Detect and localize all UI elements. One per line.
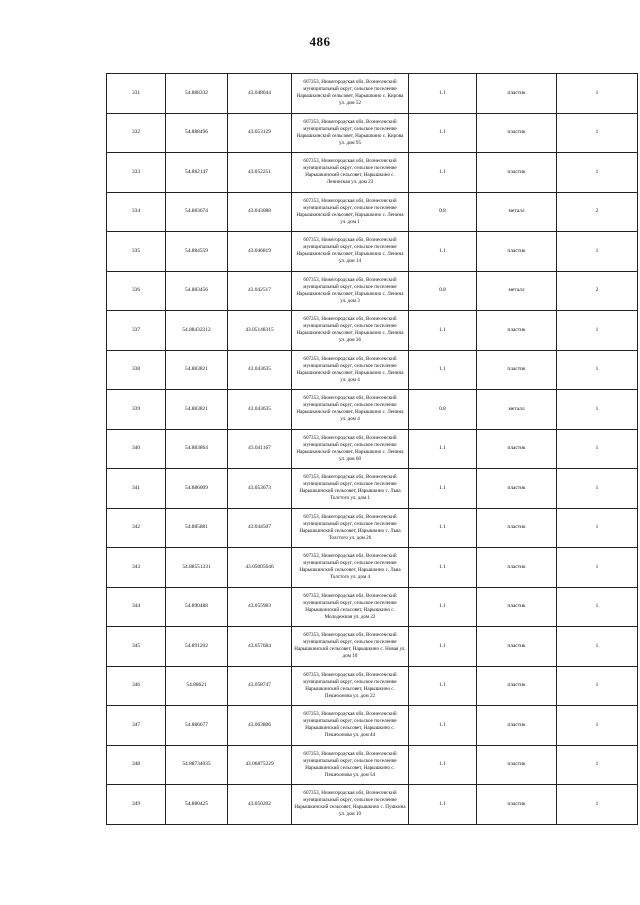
material-cell: пластик bbox=[477, 745, 557, 785]
material-cell: пластик bbox=[477, 469, 557, 509]
latitude-cell: 54.885881 bbox=[166, 508, 228, 548]
material-cell: металл bbox=[477, 271, 557, 311]
container-volume-cell: 1.1 bbox=[409, 587, 477, 627]
container-count-cell: 1 bbox=[557, 627, 638, 667]
container-volume-cell: 1.1 bbox=[409, 508, 477, 548]
row-number-cell: 331 bbox=[107, 74, 166, 114]
latitude-cell: 54.883674 bbox=[166, 192, 228, 232]
longitude-cell: 43.052251 bbox=[228, 153, 292, 193]
address-cell: 607353, Нижегородская обл, Вознесенский муниципальный округ, сельское поселение Нарышкинский сельсовет, Нарышкино с. Пешехонова ул. дом 22 bbox=[292, 666, 409, 706]
longitude-cell: 43.053129 bbox=[228, 113, 292, 153]
container-volume-cell: 1.1 bbox=[409, 469, 477, 509]
longitude-cell: 43.050202 bbox=[228, 785, 292, 825]
latitude-cell: 54.883821 bbox=[166, 390, 228, 430]
row-number-cell: 338 bbox=[107, 350, 166, 390]
container-count-cell: 1 bbox=[557, 311, 638, 351]
longitude-cell: 43.057684 bbox=[228, 627, 292, 667]
address-cell: 607353, Нижегородская обл, Вознесенский муниципальный округ, сельское поселение Нарышкинский сельсовет, Нарышкино с. Ленина ул. дом 4 bbox=[292, 350, 409, 390]
container-count-cell: 1 bbox=[557, 587, 638, 627]
table-row bbox=[107, 390, 638, 430]
container-volume-cell: 1.1 bbox=[409, 311, 477, 351]
container-volume-cell: 1.1 bbox=[409, 350, 477, 390]
longitude-cell: 43.06875229 bbox=[228, 745, 292, 785]
longitude-cell: 43.043635 bbox=[228, 390, 292, 430]
table-row bbox=[107, 192, 638, 232]
container-volume-cell: 1.1 bbox=[409, 113, 477, 153]
latitude-cell: 54.888332 bbox=[166, 74, 228, 114]
latitude-cell: 54.88734035 bbox=[166, 745, 228, 785]
container-volume-cell: 0.8 bbox=[409, 271, 477, 311]
longitude-cell: 43.058747 bbox=[228, 666, 292, 706]
container-volume-cell: 1.1 bbox=[409, 153, 477, 193]
row-number-cell: 334 bbox=[107, 192, 166, 232]
address-cell: 607353, Нижегородская обл, Вознесенский муниципальный округ, сельское поселение Нарышкинский сельсовет, Нарышкино с. Льва Толстого ул. дом 4 bbox=[292, 548, 409, 588]
row-number-cell: 343 bbox=[107, 548, 166, 588]
container-volume-cell: 1.1 bbox=[409, 74, 477, 114]
latitude-cell: 54.891202 bbox=[166, 627, 228, 667]
material-cell: пластик bbox=[477, 706, 557, 746]
material-cell: металл bbox=[477, 192, 557, 232]
material-cell: пластик bbox=[477, 666, 557, 706]
container-count-cell: 1 bbox=[557, 706, 638, 746]
latitude-cell: 54.886677 bbox=[166, 706, 228, 746]
table-row bbox=[107, 74, 638, 114]
latitude-cell: 54.882147 bbox=[166, 153, 228, 193]
material-cell: пластик bbox=[477, 74, 557, 114]
address-cell: 607353, Нижегородская обл, Вознесенский муниципальный округ, сельское поселение Нарышкинский сельсовет, Нарышкино с. Новая ул. дом 10 bbox=[292, 627, 409, 667]
table-row bbox=[107, 350, 638, 390]
longitude-cell: 43.042517 bbox=[228, 271, 292, 311]
container-count-cell: 1 bbox=[557, 548, 638, 588]
container-volume-cell: 1.1 bbox=[409, 785, 477, 825]
material-cell: пластик bbox=[477, 508, 557, 548]
longitude-cell: 43.05148315 bbox=[228, 311, 292, 351]
table-row bbox=[107, 271, 638, 311]
row-number-cell: 346 bbox=[107, 666, 166, 706]
longitude-cell: 43.055983 bbox=[228, 587, 292, 627]
container-count-cell: 1 bbox=[557, 74, 638, 114]
row-number-cell: 336 bbox=[107, 271, 166, 311]
latitude-cell: 54.884559 bbox=[166, 232, 228, 272]
table-row bbox=[107, 548, 638, 588]
latitude-cell: 54.883864 bbox=[166, 429, 228, 469]
address-cell: 607353, Нижегородская обл, Вознесенский муниципальный округ, сельское поселение Нарышкинский сельсовет, Нарышкино с. Ленина ул. дом 14 bbox=[292, 232, 409, 272]
address-cell: 607353, Нижегородская обл, Вознесенский муниципальный округ, сельское поселение Нарышкинский сельсовет, Нарышкино с. Пешехонова ул. дом 54 bbox=[292, 745, 409, 785]
address-cell: 607353, Нижегородская обл, Вознесенский муниципальный округ, сельское поселение Нарышкинский сельсовет, Нарышкино с. Пешехонова ул. дом 44 bbox=[292, 706, 409, 746]
table-row bbox=[107, 469, 638, 509]
row-number-cell: 349 bbox=[107, 785, 166, 825]
latitude-cell: 54.88432312 bbox=[166, 311, 228, 351]
longitude-cell: 43.063806 bbox=[228, 706, 292, 746]
container-count-cell: 1 bbox=[557, 350, 638, 390]
container-volume-cell: 1.1 bbox=[409, 232, 477, 272]
container-count-cell: 1 bbox=[557, 469, 638, 509]
address-cell: 607353, Нижегородская обл, Вознесенский муниципальный округ, сельское поселение Нарышкинский сельсовет, Нарышкино с. Ленинская ул. дом 23 bbox=[292, 153, 409, 193]
latitude-cell: 54.883821 bbox=[166, 350, 228, 390]
longitude-cell: 43.044507 bbox=[228, 508, 292, 548]
material-cell: пластик bbox=[477, 548, 557, 588]
material-cell: пластик bbox=[477, 350, 557, 390]
address-cell: 607353, Нижегородская обл, Вознесенский муниципальный округ, сельское поселение Нарышкинский сельсовет, Нарышкино с. Льва Толстого ул. дом 26 bbox=[292, 508, 409, 548]
longitude-cell: 43.048044 bbox=[228, 74, 292, 114]
latitude-cell: 54.886009 bbox=[166, 469, 228, 509]
container-count-cell: 1 bbox=[557, 153, 638, 193]
container-count-cell: 1 bbox=[557, 785, 638, 825]
table-row bbox=[107, 785, 638, 825]
container-count-cell: 1 bbox=[557, 429, 638, 469]
container-count-cell: 1 bbox=[557, 390, 638, 430]
row-number-cell: 337 bbox=[107, 311, 166, 351]
row-number-cell: 333 bbox=[107, 153, 166, 193]
address-cell: 607353, Нижегородская обл, Вознесенский муниципальный округ, сельское поселение Нарышкинский сельсовет, Нарышкино с. Ленина ул. дом 1 bbox=[292, 192, 409, 232]
material-cell: пластик bbox=[477, 627, 557, 667]
address-cell: 607353, Нижегородская обл, Вознесенский муниципальный округ, сельское поселение Нарышкинский сельсовет, Нарышкино с. Ленина ул. дом 4 bbox=[292, 390, 409, 430]
container-volume-cell: 1.1 bbox=[409, 666, 477, 706]
table-row bbox=[107, 627, 638, 667]
table-row bbox=[107, 587, 638, 627]
longitude-cell: 43.05005646 bbox=[228, 548, 292, 588]
container-volume-cell: 1.1 bbox=[409, 429, 477, 469]
table-row bbox=[107, 153, 638, 193]
row-number-cell: 347 bbox=[107, 706, 166, 746]
container-volume-cell: 0.8 bbox=[409, 192, 477, 232]
longitude-cell: 43.053673 bbox=[228, 469, 292, 509]
latitude-cell: 54.883456 bbox=[166, 271, 228, 311]
material-cell: пластик bbox=[477, 587, 557, 627]
address-cell: 607353, Нижегородская обл, Вознесенский муниципальный округ, сельское поселение Нарышкинский сельсовет, Нарышкино с. Ленина ул. дом 3 bbox=[292, 271, 409, 311]
container-count-cell: 1 bbox=[557, 666, 638, 706]
latitude-cell: 54.88551331 bbox=[166, 548, 228, 588]
container-count-cell: 1 bbox=[557, 113, 638, 153]
row-number-cell: 342 bbox=[107, 508, 166, 548]
container-count-cell: 2 bbox=[557, 192, 638, 232]
latitude-cell: 54.88621 bbox=[166, 666, 228, 706]
longitude-cell: 43.041167 bbox=[228, 429, 292, 469]
container-count-cell: 1 bbox=[557, 232, 638, 272]
material-cell: металл bbox=[477, 390, 557, 430]
row-number-cell: 335 bbox=[107, 232, 166, 272]
table-row bbox=[107, 706, 638, 746]
row-number-cell: 345 bbox=[107, 627, 166, 667]
material-cell: пластик bbox=[477, 113, 557, 153]
longitude-cell: 43.043635 bbox=[228, 350, 292, 390]
address-cell: 607353, Нижегородская обл, Вознесенский муниципальный округ, сельское поселение Нарышкинский сельсовет, Нарышкино с. Ленина ул. дом 36 bbox=[292, 311, 409, 351]
page-number: 486 bbox=[309, 34, 331, 49]
material-cell: пластик bbox=[477, 232, 557, 272]
address-cell: 607353, Нижегородская обл, Вознесенский муниципальный округ, сельское поселение Нарышкинский сельсовет, Нарышкино с. Ленина ул. дом 60 bbox=[292, 429, 409, 469]
row-number-cell: 344 bbox=[107, 587, 166, 627]
material-cell: пластик bbox=[477, 153, 557, 193]
longitude-cell: 43.043088 bbox=[228, 192, 292, 232]
row-number-cell: 332 bbox=[107, 113, 166, 153]
container-count-cell: 1 bbox=[557, 508, 638, 548]
table-row bbox=[107, 113, 638, 153]
table-row bbox=[107, 429, 638, 469]
latitude-cell: 54.888496 bbox=[166, 113, 228, 153]
table-row bbox=[107, 508, 638, 548]
table-row bbox=[107, 666, 638, 706]
container-volume-cell: 1.1 bbox=[409, 627, 477, 667]
longitude-cell: 43.046819 bbox=[228, 232, 292, 272]
table-row bbox=[107, 311, 638, 351]
address-cell: 607353, Нижегородская обл, Вознесенский муниципальный округ, сельское поселение Нарышкинский сельсовет, Нарышкино с. Пушкина ул. дом 10 bbox=[292, 785, 409, 825]
address-cell: 607353, Нижегородская обл, Вознесенский муниципальный округ, сельское поселение Нарышкинский сельсовет, Нарышкино с. Молодежная ул. дом 22 bbox=[292, 587, 409, 627]
latitude-cell: 54.890488 bbox=[166, 587, 228, 627]
address-cell: 607353, Нижегородская обл, Вознесенский муниципальный округ, сельское поселение Нарышкинский сельсовет, Нарышкино с. Льва Толстого ул. дом 1 bbox=[292, 469, 409, 509]
material-cell: пластик bbox=[477, 311, 557, 351]
material-cell: пластик bbox=[477, 429, 557, 469]
container-volume-cell: 1.1 bbox=[409, 706, 477, 746]
container-sites-table bbox=[106, 73, 638, 825]
container-volume-cell: 1.1 bbox=[409, 548, 477, 588]
container-volume-cell: 0.8 bbox=[409, 390, 477, 430]
address-cell: 607353, Нижегородская обл, Вознесенский муниципальный округ, сельское поселение Нарышкинский сельсовет, Нарышкино с. Кирова ул. дом 52 bbox=[292, 74, 409, 114]
container-count-cell: 1 bbox=[557, 745, 638, 785]
table-row bbox=[107, 232, 638, 272]
row-number-cell: 348 bbox=[107, 745, 166, 785]
latitude-cell: 54.880425 bbox=[166, 785, 228, 825]
container-volume-cell: 1.1 bbox=[409, 745, 477, 785]
material-cell: пластик bbox=[477, 785, 557, 825]
row-number-cell: 339 bbox=[107, 390, 166, 430]
address-cell: 607353, Нижегородская обл, Вознесенский муниципальный округ, сельское поселение Нарышкинский сельсовет, Нарышкино с. Кирова ул. дом 95 bbox=[292, 113, 409, 153]
row-number-cell: 341 bbox=[107, 469, 166, 509]
container-count-cell: 2 bbox=[557, 271, 638, 311]
table-row bbox=[107, 745, 638, 785]
row-number-cell: 340 bbox=[107, 429, 166, 469]
